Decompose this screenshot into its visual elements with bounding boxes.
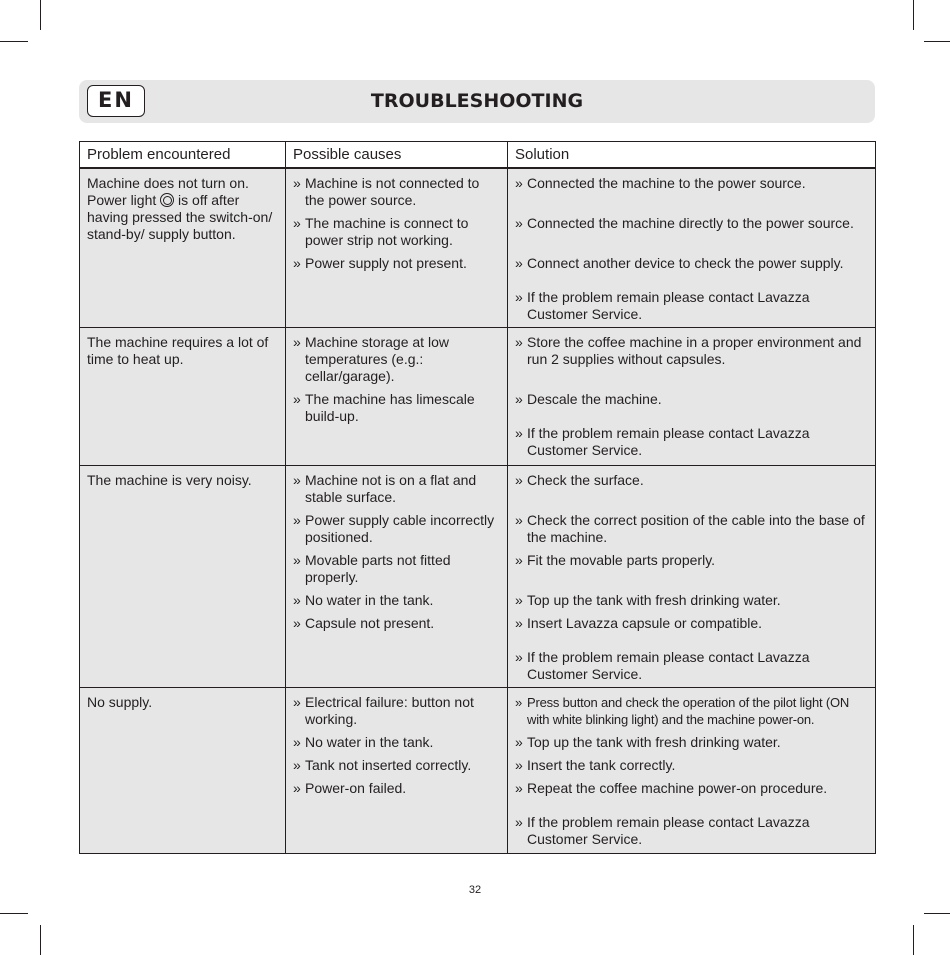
cause-item: » Power supply not present. — [293, 255, 500, 272]
problem-text: No supply. — [87, 693, 153, 710]
problem-text: Machine does not turn on. Power light — [87, 174, 249, 208]
solution-item: » Fit the movable parts properly. — [515, 552, 868, 569]
cause-item: » Movable parts not fitted properly. — [293, 552, 500, 586]
solution-item: » Connect another device to check the power supply. — [515, 255, 868, 272]
solution-item: » If the problem remain please contact Lavazza Customer Service. — [515, 814, 868, 848]
language-badge: EN — [87, 85, 145, 117]
problem-cell — [80, 465, 286, 687]
cause-item: » No water in the tank. — [293, 592, 500, 609]
column-header-problem: Problem encountered — [80, 142, 286, 168]
section-header — [79, 80, 875, 123]
causes-cell — [286, 465, 508, 687]
crop-mark — [913, 0, 914, 30]
cause-item: » Machine is not connected to the power source. — [293, 175, 500, 209]
solution-item: » Store the coffee machine in a proper environment and run 2 supplies without capsules. — [515, 334, 868, 368]
solution-item: » If the problem remain please contact Lavazza Customer Service. — [515, 289, 868, 323]
solution-item: » Connected the machine directly to the power source. — [515, 215, 868, 232]
problem-cell — [80, 687, 286, 853]
solution-cell — [508, 168, 876, 328]
cause-item: » Capsule not present. — [293, 615, 500, 632]
crop-mark — [0, 913, 28, 914]
solution-item: » If the problem remain please contact Lavazza Customer Service. — [515, 425, 868, 459]
causes-cell — [286, 168, 508, 328]
crop-mark — [40, 0, 41, 30]
cause-item: » Power supply cable incorrectly positioned. — [293, 512, 500, 546]
solution-item: » Descale the machine. — [515, 391, 868, 408]
cause-item: » Electrical failure: button not working. — [293, 694, 500, 728]
table-row — [80, 687, 876, 853]
solution-item: » Insert Lavazza capsule or compatible. — [515, 615, 868, 632]
solution-item: » Top up the tank with fresh drinking water. — [515, 592, 868, 609]
problem-cell — [80, 168, 286, 328]
solution-item: » Insert the tank correctly. — [515, 757, 868, 774]
solution-item: » Press button and check the operation of the pilot light (ON with white blinking light) and the machine power-on. — [515, 694, 868, 728]
cause-item: » The machine has limescale build-up. — [293, 391, 500, 425]
cause-item: » Machine not is on a flat and stable surface. — [293, 472, 500, 506]
solution-cell — [508, 465, 876, 687]
solution-item: » Top up the tank with fresh drinking water. — [515, 734, 868, 751]
pilot-light-icon — [160, 193, 174, 207]
crop-mark — [0, 41, 28, 42]
table-row — [80, 168, 876, 328]
column-header-causes: Possible causes — [286, 142, 508, 168]
solution-cell — [508, 687, 876, 853]
crop-mark — [924, 913, 950, 914]
crop-mark — [924, 41, 950, 42]
crop-mark — [40, 925, 41, 955]
solution-item: » Check the surface. — [515, 472, 868, 489]
problem-text: The machine requires a lot of time to heat up. — [87, 333, 269, 367]
problem-text: is off after having pressed the switch-on/ stand-by/ supply button. — [87, 191, 273, 242]
solution-item: » Repeat the coffee machine power-on procedure. — [515, 780, 868, 797]
causes-cell — [286, 687, 508, 853]
causes-cell — [286, 327, 508, 465]
page-title: TROUBLESHOOTING — [370, 90, 584, 112]
cause-item: » Power-on failed. — [293, 780, 500, 797]
cause-item: » Machine storage at low temperatures (e.g.: cellar/garage). — [293, 334, 500, 385]
page-number: 32 — [468, 884, 482, 896]
table-header-row — [80, 142, 876, 168]
solution-cell — [508, 327, 876, 465]
cause-item: » The machine is connect to power strip not working. — [293, 215, 500, 249]
cause-item: » Tank not inserted correctly. — [293, 757, 500, 774]
problem-cell — [80, 327, 286, 465]
crop-mark — [913, 925, 914, 955]
solution-item: » If the problem remain please contact Lavazza Customer Service. — [515, 649, 868, 683]
column-header-solution: Solution — [508, 142, 876, 168]
problem-text: The machine is very noisy. — [87, 471, 252, 488]
troubleshooting-table — [79, 141, 876, 854]
table-row — [80, 465, 876, 687]
cause-item: » No water in the tank. — [293, 734, 500, 751]
solution-item: » Connected the machine to the power source. — [515, 175, 868, 192]
solution-item: » Check the correct position of the cable into the base of the machine. — [515, 512, 868, 546]
table-row — [80, 327, 876, 465]
